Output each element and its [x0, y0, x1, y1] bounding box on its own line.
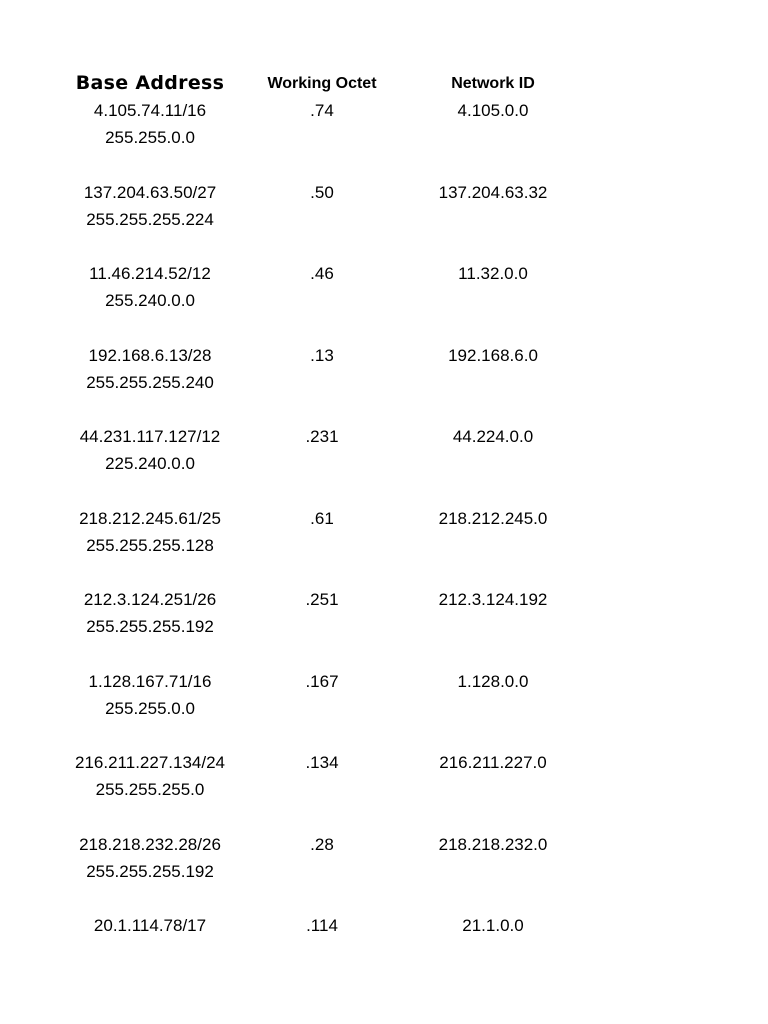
- working-octet-cell: .231: [305, 427, 339, 446]
- base-address-cell: [50, 97, 250, 151]
- mask-text: 255.255.0.0: [105, 698, 195, 718]
- header-network-id: Network ID: [451, 75, 535, 92]
- base-address-cell: [50, 912, 250, 939]
- network-id-cell: 216.211.227.0: [439, 753, 547, 772]
- address-text: 192.168.6.13/28: [88, 345, 212, 365]
- network-id-cell: 4.105.0.0: [457, 101, 529, 120]
- working-octet-cell: .251: [305, 590, 339, 609]
- table-row: [0, 179, 768, 261]
- network-id-cell: 11.32.0.0: [458, 264, 528, 283]
- header-working-octet: Working Octet: [267, 75, 377, 92]
- address-text: 1.128.167.71/16: [88, 671, 212, 691]
- base-address-cell: [50, 179, 250, 233]
- address-text: 218.218.232.28/26: [79, 834, 221, 854]
- network-id-cell: 44.224.0.0: [452, 427, 534, 446]
- network-id-cell: 218.212.245.0: [438, 508, 548, 528]
- table-row: [0, 260, 768, 342]
- address-text: 212.3.124.251/26: [83, 590, 217, 609]
- base-address-cell: [50, 342, 250, 396]
- network-id-cell: 21.1.0.0: [462, 916, 524, 935]
- working-octet-cell: .134: [305, 753, 339, 772]
- table-row: [0, 749, 768, 831]
- base-address-cell: [50, 749, 250, 803]
- address-text: 218.212.245.61/25: [79, 508, 221, 528]
- base-address-cell: [50, 423, 250, 477]
- address-text: 20.1.114.78/17: [93, 916, 207, 935]
- address-text: 44.231.117.127/12: [79, 427, 221, 446]
- mask-text: 255.255.0.0: [105, 128, 195, 147]
- address-text: 11.46.214.52/12: [89, 264, 211, 283]
- base-address-cell: [50, 260, 250, 314]
- mask-text: 255.255.255.0: [95, 780, 205, 799]
- network-id-cell: 192.168.6.0: [448, 345, 538, 365]
- working-octet-cell: .50: [310, 182, 334, 202]
- table-row: [0, 505, 768, 587]
- base-address-cell: [50, 831, 250, 885]
- working-octet-cell: .74: [310, 101, 334, 120]
- address-text: 4.105.74.11/16: [93, 101, 207, 120]
- mask-text: 255.255.255.192: [86, 617, 214, 636]
- mask-text: 255.255.255.224: [86, 209, 214, 229]
- table-row: [0, 97, 768, 179]
- working-octet-cell: .28: [310, 834, 334, 854]
- network-id-cell: 137.204.63.32: [438, 182, 548, 202]
- working-octet-cell: .46: [310, 264, 334, 283]
- network-id-cell: 212.3.124.192: [438, 590, 548, 609]
- base-address-cell: [50, 505, 250, 559]
- header-row: [0, 68, 768, 98]
- mask-text: 255.255.255.240: [86, 372, 214, 392]
- mask-text: 225.240.0.0: [105, 454, 195, 473]
- mask-text: 255.255.255.192: [86, 861, 214, 881]
- working-octet-cell: .167: [305, 671, 339, 691]
- base-address-cell: [50, 586, 250, 640]
- table-row: [0, 423, 768, 505]
- mask-text: 255.240.0.0: [105, 291, 195, 310]
- table-row: [0, 342, 768, 424]
- working-octet-cell: .114: [306, 916, 338, 935]
- header-base-address: Base Address: [75, 72, 225, 94]
- network-id-cell: 218.218.232.0: [438, 834, 548, 854]
- network-id-cell: 1.128.0.0: [457, 671, 529, 691]
- table-row: [0, 831, 768, 913]
- address-text: 137.204.63.50/27: [83, 182, 217, 202]
- mask-text: 255.255.255.128: [86, 535, 214, 555]
- table-body: [0, 97, 768, 994]
- table-row: [0, 912, 768, 994]
- table-row: [0, 668, 768, 750]
- working-octet-cell: .61: [310, 508, 334, 528]
- address-text: 216.211.227.134/24: [75, 753, 225, 772]
- working-octet-cell: .13: [310, 345, 334, 365]
- base-address-cell: [50, 668, 250, 722]
- table-row: [0, 586, 768, 668]
